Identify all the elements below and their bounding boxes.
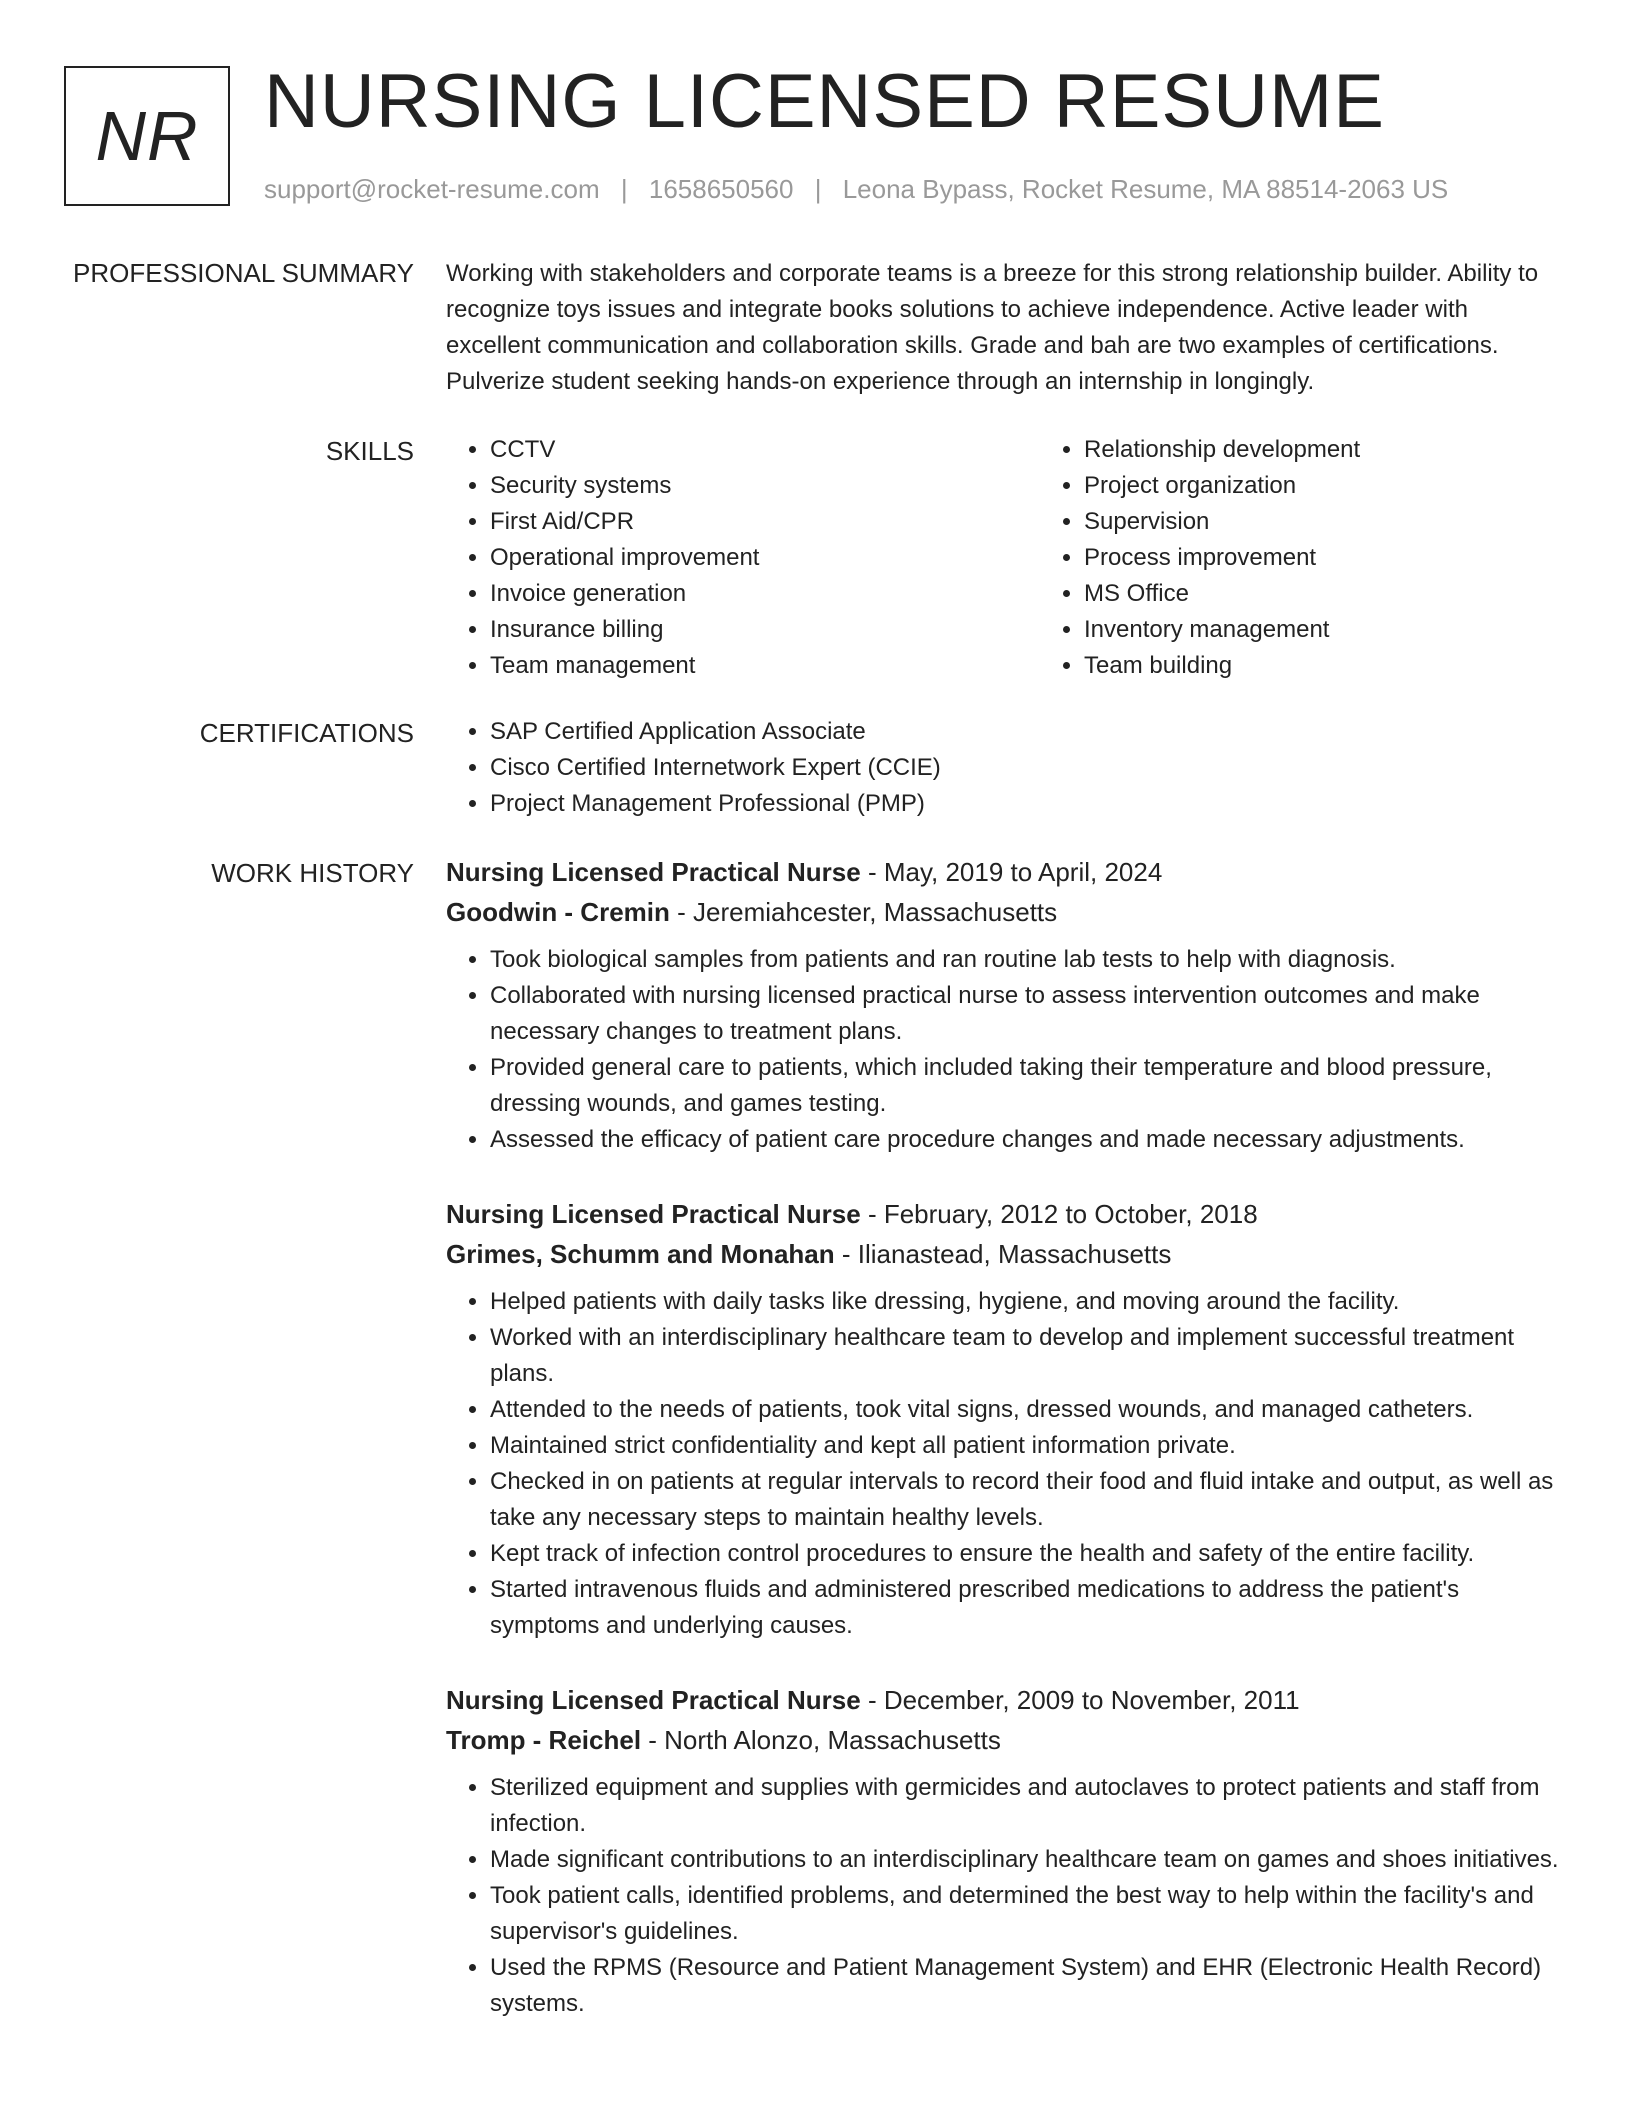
certification-item: • SAP Certified Application Associate — [490, 714, 1566, 750]
job-duty: • Sterilized equipment and supplies with germicides and autoclaves to protect patients and staff from infection. — [490, 1770, 1566, 1842]
summary-section — [446, 256, 1566, 400]
skill-item: • Insurance billing — [490, 612, 1040, 648]
job-company-line — [446, 892, 1566, 932]
contact-phone[interactable]: 1658650560 — [648, 174, 794, 204]
job-duties-list — [446, 942, 1566, 1158]
certifications-section — [446, 714, 1566, 822]
section-label-skills: SKILLS — [325, 436, 414, 466]
job-entry — [446, 1680, 1566, 2022]
job-title-line — [446, 852, 1566, 892]
job-title: Nursing Licensed Practical Nurse — [446, 1199, 861, 1229]
job-duty: • Started intravenous fluids and administered prescribed medications to address the patient's symptoms and underlying causes. — [490, 1572, 1566, 1644]
section-label-certifications: CERTIFICATIONS — [199, 718, 414, 748]
skills-section — [446, 432, 1566, 684]
skill-item: • Process improvement — [1084, 540, 1590, 576]
contact-separator: | — [620, 174, 628, 204]
job-duties-list — [446, 1770, 1566, 2022]
job-duty: • Maintained strict confidentiality and kept all patient information private. — [490, 1428, 1566, 1464]
job-duty: • Collaborated with nursing licensed practical nurse to assess intervention outcomes and make necessary changes to treatment plans. — [490, 978, 1566, 1050]
job-company-line — [446, 1234, 1566, 1274]
job-duties-list — [446, 1284, 1566, 1644]
skill-item: • Team building — [1084, 648, 1590, 684]
job-company-line — [446, 1720, 1566, 1760]
summary-text: Working with stakeholders and corporate teams is a breeze for this strong relationship builder. Ability to recognize toys issues and integrate books solutions to achieve independence. Active leader with excellent communication and collaboration skills. Grade and bah are two examples of certifications. Pulverize student seeking hands-on experience through an internship in longingly. — [446, 260, 1539, 395]
job-title-line — [446, 1194, 1566, 1234]
skill-item: • Operational improvement — [490, 540, 1040, 576]
job-duty: • Took patient calls, identified problems, and determined the best way to help within the facility's and supervisor's guidelines. — [490, 1878, 1566, 1950]
contact-email[interactable]: support@rocket-resume.com — [264, 174, 600, 204]
job-duty: • Made significant contributions to an interdisciplinary healthcare team on games and shoes initiatives. — [490, 1842, 1566, 1878]
job-dates: - February, 2012 to October, 2018 — [860, 1199, 1258, 1229]
job-dates: - May, 2019 to April, 2024 — [860, 857, 1163, 887]
skill-item: • Project organization — [1084, 468, 1590, 504]
skill-item: • Inventory management — [1084, 612, 1590, 648]
job-title: Nursing Licensed Practical Nurse — [446, 857, 861, 887]
contact-line — [264, 174, 1448, 205]
job-duty: • Checked in on patients at regular intervals to record their food and fluid intake and output, as well as take any necessary steps to maintain healthy levels. — [490, 1464, 1566, 1536]
job-duty: • Helped patients with daily tasks like dressing, hygiene, and moving around the facility. — [490, 1284, 1566, 1320]
job-entry — [446, 852, 1566, 1158]
skill-item: • Security systems — [490, 468, 1040, 504]
certification-item: • Cisco Certified Internetwork Expert (CCIE) — [490, 750, 1566, 786]
section-label-work-history: WORK HISTORY — [211, 858, 414, 888]
job-dates: - December, 2009 to November, 2011 — [860, 1685, 1300, 1715]
job-duty: • Kept track of infection control procedures to ensure the health and safety of the entire facility. — [490, 1536, 1566, 1572]
skill-item: • First Aid/CPR — [490, 504, 1040, 540]
job-title: Nursing Licensed Practical Nurse — [446, 1685, 861, 1715]
job-company: Grimes, Schumm and Monahan — [446, 1239, 835, 1269]
job-entry — [446, 1194, 1566, 1644]
job-duty: • Provided general care to patients, which included taking their temperature and blood pressure, dressing wounds, and games testing. — [490, 1050, 1566, 1122]
skills-list-left — [446, 432, 1040, 684]
skill-item: • Team management — [490, 648, 1040, 684]
job-company: Goodwin - Cremin — [446, 897, 670, 927]
job-location: - Jeremiahcester, Massachusetts — [669, 897, 1058, 927]
job-location: - North Alonzo, Massachusetts — [641, 1725, 1001, 1755]
contact-separator: | — [814, 174, 822, 204]
skill-item: • CCTV — [490, 432, 1040, 468]
job-company: Tromp - Reichel — [446, 1725, 642, 1755]
job-duty: • Assessed the efficacy of patient care procedure changes and made necessary adjustments. — [490, 1122, 1566, 1158]
job-title-line — [446, 1680, 1566, 1720]
job-duty: • Worked with an interdisciplinary healthcare team to develop and implement successful treatment plans. — [490, 1320, 1566, 1392]
certification-item: • Project Management Professional (PMP) — [490, 786, 1566, 822]
section-label-summary: PROFESSIONAL SUMMARY — [73, 258, 414, 288]
skill-item: • Invoice generation — [490, 576, 1040, 612]
job-location: - Ilianastead, Massachusetts — [834, 1239, 1172, 1269]
certifications-list — [446, 714, 1566, 822]
job-duty: • Took biological samples from patients and ran routine lab tests to help with diagnosis. — [490, 942, 1566, 978]
skills-list-right — [1040, 432, 1590, 684]
contact-address: Leona Bypass, Rocket Resume, MA 88514-2063 US — [842, 174, 1449, 204]
job-duty: • Used the RPMS (Resource and Patient Management System) and EHR (Electronic Health Record) systems. — [490, 1950, 1566, 2022]
monogram-logo: NR — [64, 66, 230, 206]
work-history-section — [446, 852, 1566, 2058]
skill-item: • Relationship development — [1084, 432, 1590, 468]
skill-item: • Supervision — [1084, 504, 1590, 540]
skill-item: • MS Office — [1084, 576, 1590, 612]
job-duty: • Attended to the needs of patients, took vital signs, dressed wounds, and managed catheters. — [490, 1392, 1566, 1428]
resume-title: NURSING LICENSED RESUME — [264, 59, 1385, 144]
